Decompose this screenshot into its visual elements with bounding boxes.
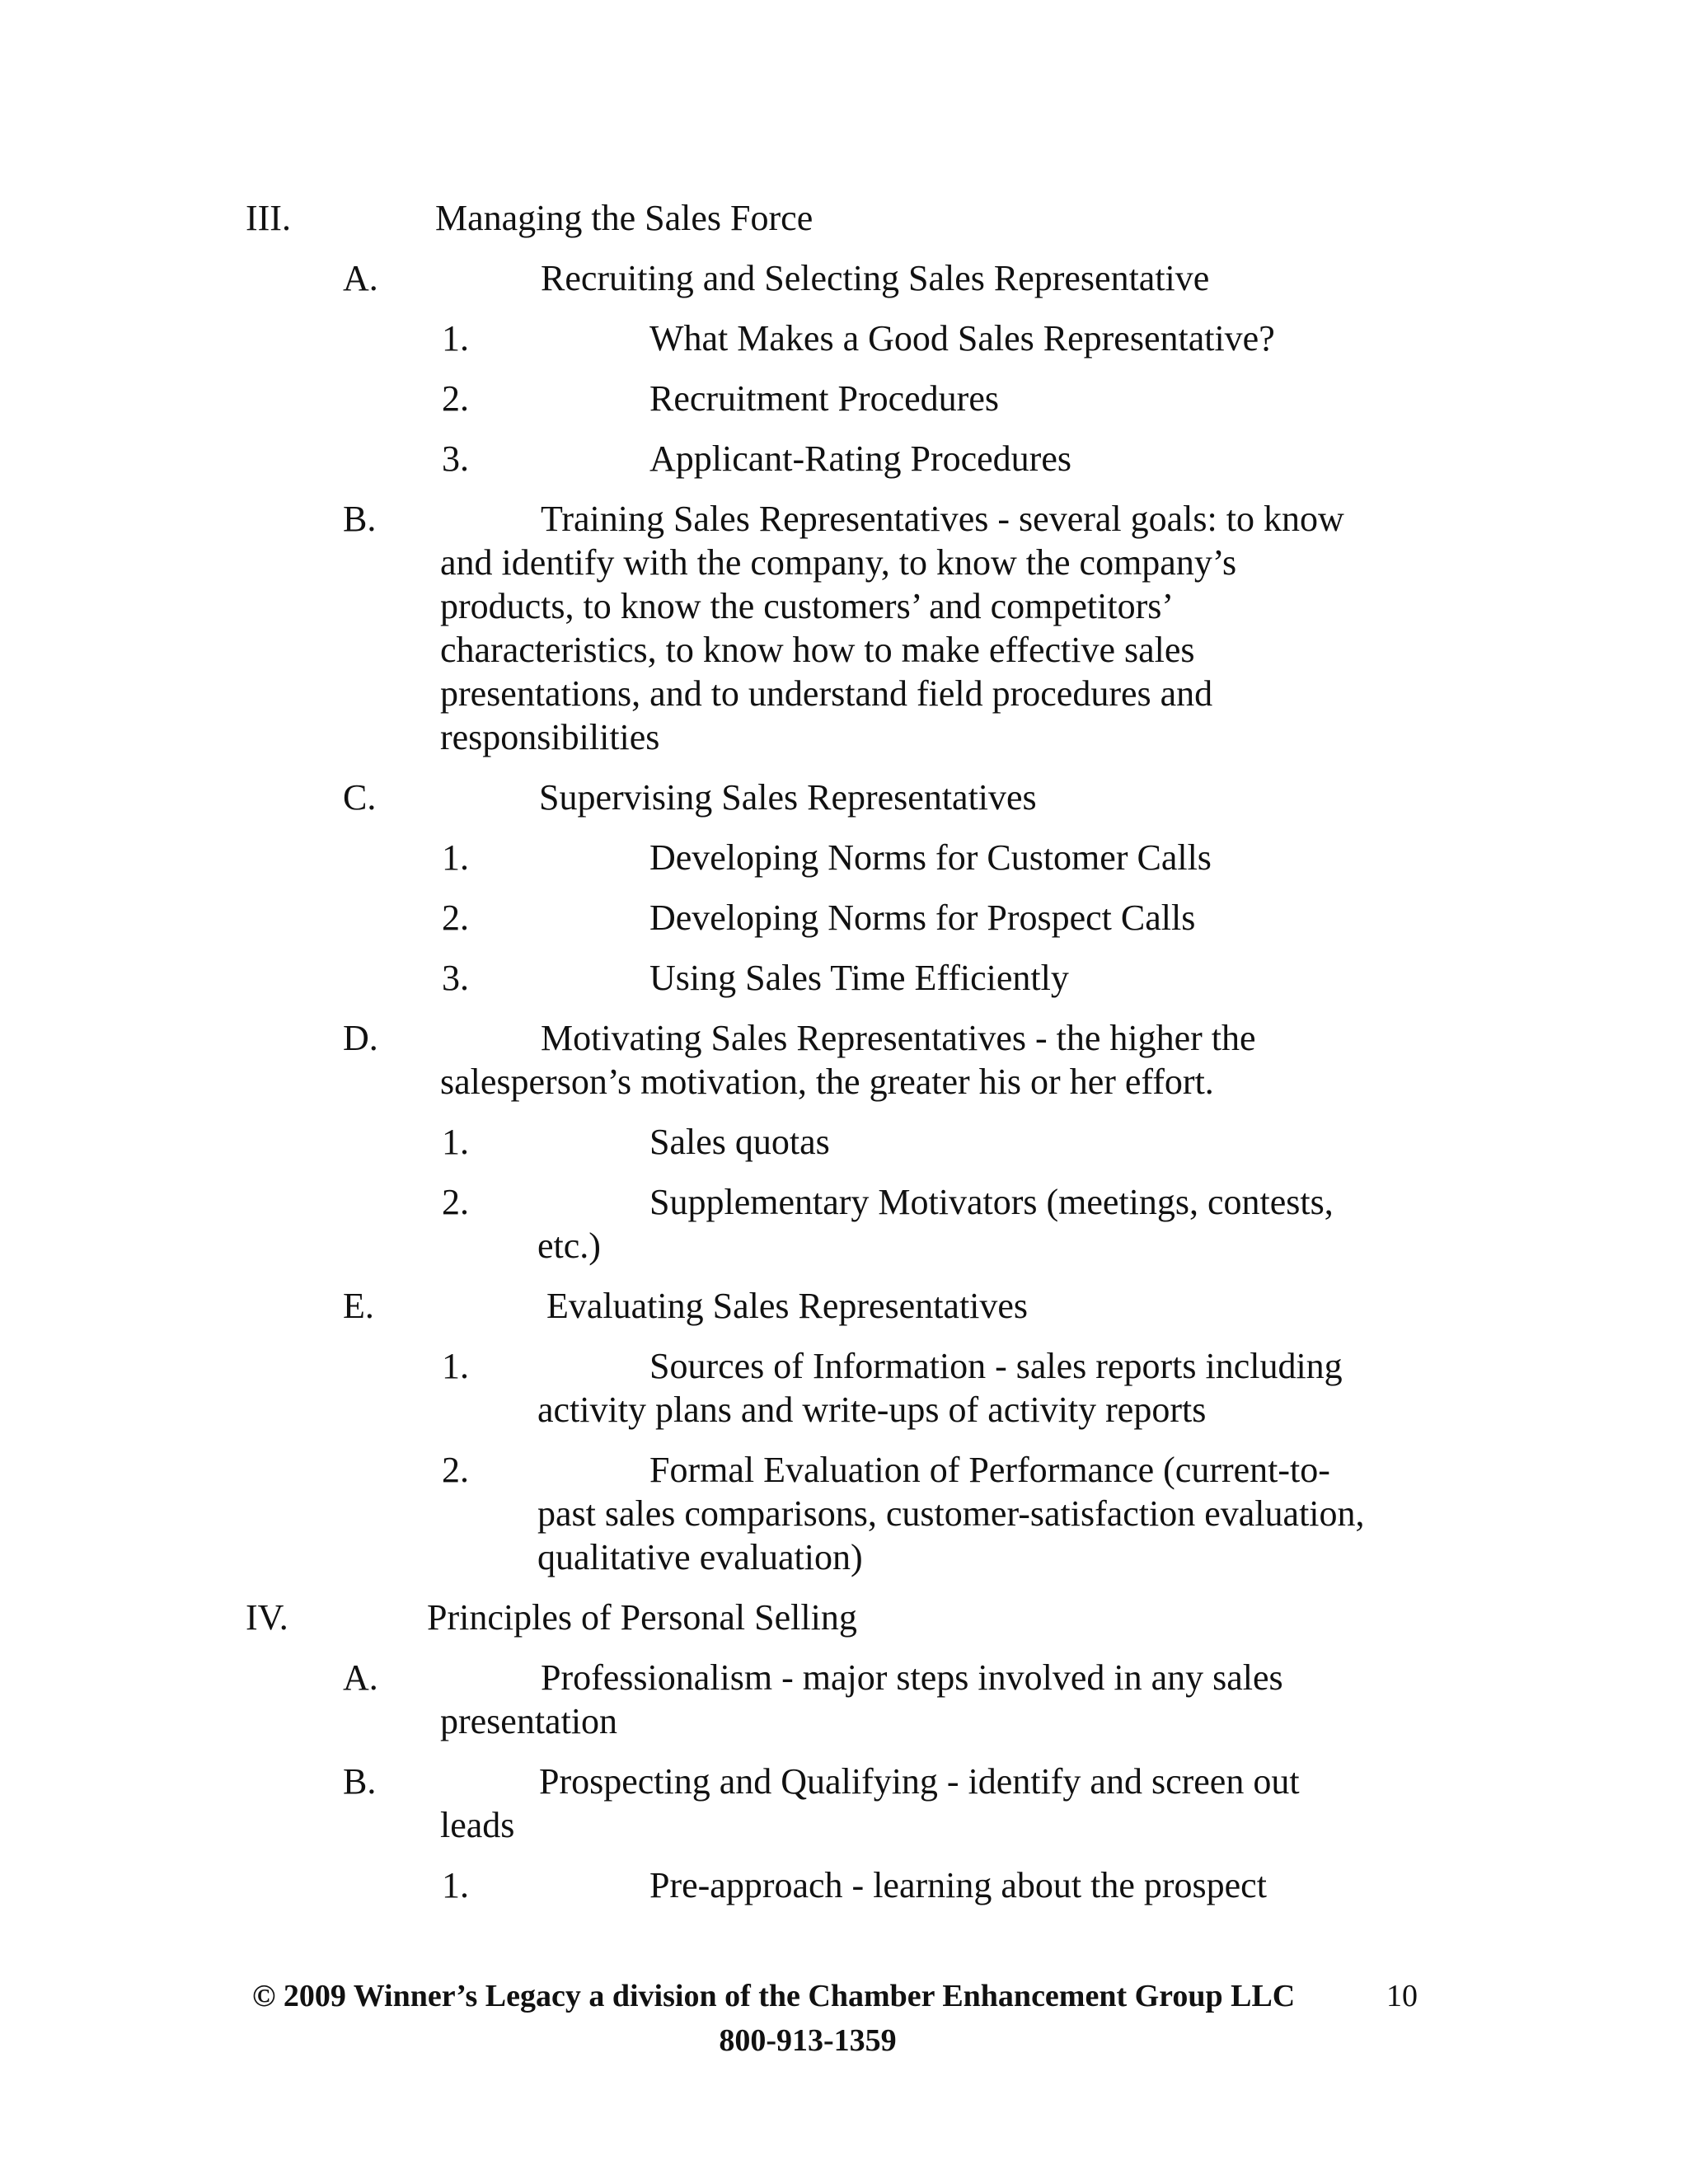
- outline-continuation: etc.): [537, 1226, 601, 1266]
- outline-item: Evaluating Sales Representatives: [546, 1286, 1029, 1326]
- outline-number: 2.: [442, 898, 469, 938]
- outline-item: Prospecting and Qualifying - identify and screen out: [539, 1761, 1300, 1802]
- outline-number: 1.: [442, 1122, 469, 1162]
- outline-continuation: past sales comparisons, customer-satisfaction evaluation,: [537, 1493, 1365, 1534]
- outline-number: 1.: [442, 1346, 469, 1386]
- outline-item: Supervising Sales Representatives: [539, 777, 1037, 818]
- outline-item: Applicant-Rating Procedures: [649, 438, 1071, 479]
- outline-item: Sources of Information - sales reports including: [649, 1346, 1343, 1386]
- outline-item: What Makes a Good Sales Representative?: [649, 318, 1275, 359]
- outline-continuation: responsibilities: [440, 717, 660, 757]
- outline-heading: Principles of Personal Selling: [427, 1597, 857, 1638]
- outline-item: Recruiting and Selecting Sales Representative: [541, 258, 1210, 298]
- outline-item: Pre-approach - learning about the prospect: [649, 1865, 1267, 1905]
- outline-number: E.: [343, 1286, 374, 1326]
- footer-phone: 800-913-1359: [719, 2023, 897, 2058]
- outline-continuation: salesperson’s motivation, the greater his or her effort.: [440, 1062, 1214, 1102]
- outline-item: Sales quotas: [649, 1122, 830, 1162]
- outline-number: IV.: [246, 1597, 288, 1638]
- outline-item: Developing Norms for Prospect Calls: [649, 898, 1196, 938]
- outline-number: 1.: [442, 318, 469, 359]
- outline-number: 1.: [442, 837, 469, 878]
- outline-item: Using Sales Time Efficiently: [649, 958, 1069, 998]
- outline-item: Formal Evaluation of Performance (current-to-: [649, 1450, 1330, 1490]
- outline-number: 2.: [442, 1182, 469, 1222]
- outline-number: 2.: [442, 1450, 469, 1490]
- outline-item: Motivating Sales Representatives - the higher the: [541, 1018, 1256, 1058]
- footer-copyright: © 2009 Winner’s Legacy a division of the Chamber Enhancement Group LLC: [252, 1979, 1296, 2013]
- outline-number: 3.: [442, 438, 469, 479]
- outline-number: 3.: [442, 958, 469, 998]
- outline-continuation: characteristics, to know how to make effective sales: [440, 630, 1195, 670]
- outline-number: 1.: [442, 1865, 469, 1905]
- outline-continuation: leads: [440, 1805, 515, 1845]
- outline-continuation: qualitative evaluation): [537, 1537, 863, 1577]
- outline-item: Professionalism - major steps involved in any sales: [541, 1657, 1283, 1698]
- outline-continuation: and identify with the company, to know the company’s: [440, 542, 1237, 583]
- outline-number: A.: [343, 1657, 378, 1698]
- outline-heading: Managing the Sales Force: [435, 198, 814, 238]
- page-number: 10: [1386, 1979, 1418, 2013]
- outline-continuation: activity plans and write-ups of activity reports: [537, 1390, 1207, 1430]
- outline-number: D.: [343, 1018, 378, 1058]
- outline-item: Training Sales Representatives - several goals: to know: [541, 499, 1344, 539]
- outline-number: B.: [343, 1761, 377, 1802]
- outline-item: Recruitment Procedures: [649, 378, 999, 419]
- outline-number: III.: [246, 198, 291, 238]
- outline-continuation: presentations, and to understand field procedures and: [440, 673, 1213, 714]
- outline-item: Supplementary Motivators (meetings, contests,: [649, 1182, 1334, 1222]
- outline-number: B.: [343, 499, 377, 539]
- outline-number: 2.: [442, 378, 469, 419]
- outline-number: A.: [343, 258, 378, 298]
- outline-continuation: presentation: [440, 1701, 618, 1741]
- outline-continuation: products, to know the customers’ and competitors’: [440, 586, 1174, 626]
- outline-number: C.: [343, 777, 377, 818]
- outline-item: Developing Norms for Customer Calls: [649, 837, 1212, 878]
